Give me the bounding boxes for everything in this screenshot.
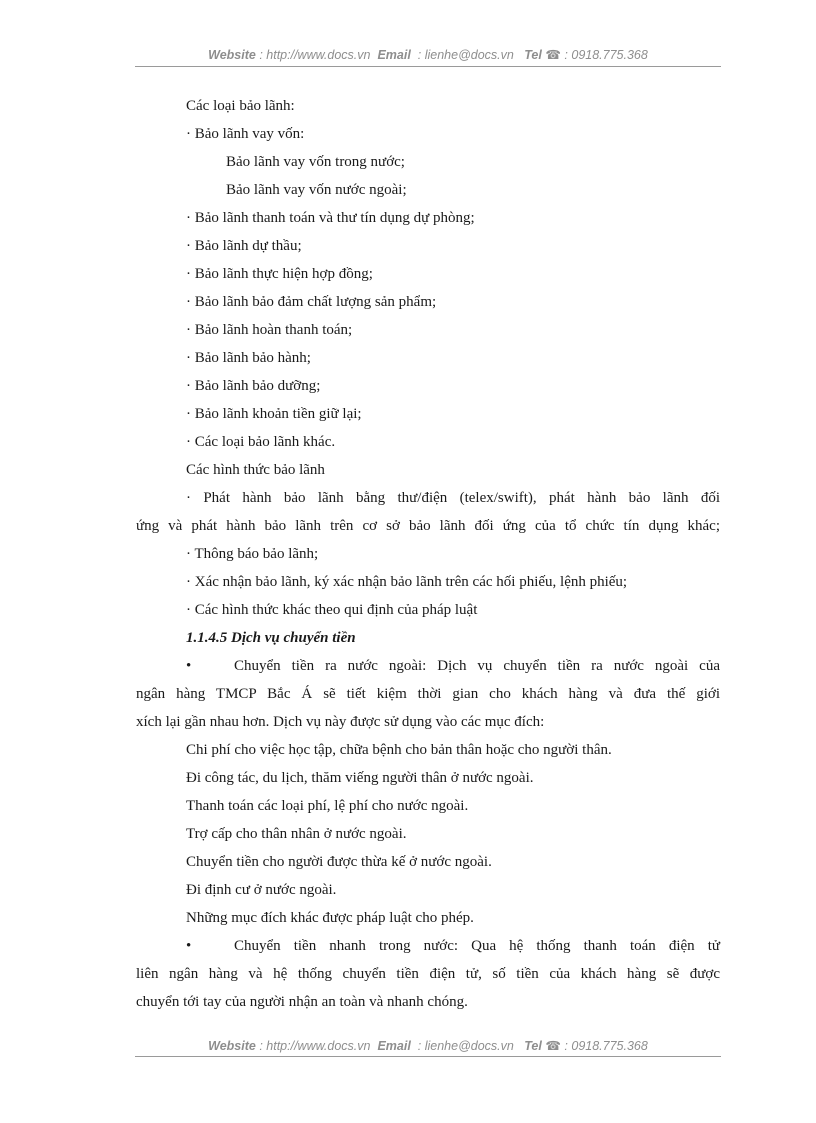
text-line: Các loại bảo lãnh: bbox=[186, 98, 295, 114]
text-line: · Bảo lãnh hoàn thanh toán; bbox=[186, 322, 353, 338]
purpose-item: Đi công tác, du lịch, thăm viếng người thân ở nước ngoài. bbox=[186, 770, 534, 786]
paragraph-line bbox=[136, 932, 720, 960]
section-heading: 1.1.4.5 Dịch vụ chuyển tiền bbox=[186, 630, 356, 646]
footer-rule bbox=[135, 1056, 721, 1057]
header-rule bbox=[135, 66, 721, 67]
text-line: · Các loại bảo lãnh khác. bbox=[186, 434, 336, 450]
page-footer bbox=[135, 1038, 721, 1053]
text-line: · Các hình thức khác theo qui định của pháp luật bbox=[186, 602, 478, 618]
footer-tel-label: Tel bbox=[524, 1039, 542, 1053]
text-line: Bảo lãnh vay vốn trong nước; bbox=[226, 154, 405, 170]
header-website-label: Website bbox=[208, 48, 256, 62]
text-line: · Bảo lãnh vay vốn: bbox=[186, 126, 305, 142]
text-line: · Bảo lãnh khoản tiền giữ lại; bbox=[186, 406, 362, 422]
paragraph-line: ngân hàng TMCP Bắc Á sẽ tiết kiệm thời gian cho khách hàng và đưa thế giới bbox=[136, 686, 720, 702]
text-line: · Bảo lãnh bảo hành; bbox=[186, 350, 311, 366]
purpose-item: Những mục đích khác được pháp luật cho phép. bbox=[186, 910, 474, 926]
footer-email-label: Email bbox=[377, 1039, 411, 1053]
header-website-url: : http://www.docs.vn bbox=[259, 48, 371, 62]
text-line: · Thông báo bảo lãnh; bbox=[186, 546, 319, 562]
bullet-icon: • bbox=[186, 658, 192, 674]
purpose-item: Chuyển tiền cho người được thừa kế ở nước ngoài. bbox=[186, 854, 492, 870]
phone-icon: ☎ bbox=[545, 48, 561, 62]
text-line: ứng và phát hành bảo lãnh trên cơ sở bảo lãnh đối ứng của tổ chức tín dụng khác; bbox=[136, 518, 720, 534]
text-line: · Bảo lãnh bảo dưỡng; bbox=[186, 378, 321, 394]
header-tel-value: : 0918.775.368 bbox=[564, 48, 648, 62]
purpose-item: Trợ cấp cho thân nhân ở nước ngoài. bbox=[186, 826, 407, 842]
bullet-icon: • bbox=[186, 938, 192, 954]
paragraph-line: xích lại gần nhau hơn. Dịch vụ này được sử dụng vào các mục đích: bbox=[136, 714, 545, 730]
footer-tel-value: : 0918.775.368 bbox=[564, 1039, 648, 1053]
paragraph-line bbox=[136, 652, 720, 680]
header-email-value: : lienhe@docs.vn bbox=[417, 48, 514, 62]
header-email-label: Email bbox=[377, 48, 411, 62]
footer-email-value: : lienhe@docs.vn bbox=[417, 1039, 514, 1053]
paragraph-text: Chuyển tiền nhanh trong nước: Qua hệ thống thanh toán điện tử bbox=[234, 938, 720, 954]
text-line: · Bảo lãnh thanh toán và thư tín dụng dự phòng; bbox=[186, 210, 475, 226]
text-line: · Bảo lãnh bảo đảm chất lượng sản phẩm; bbox=[186, 294, 437, 310]
text-line: · Xác nhận bảo lãnh, ký xác nhận bảo lãnh trên các hối phiếu, lệnh phiếu; bbox=[186, 574, 628, 590]
purpose-item: Thanh toán các loại phí, lệ phí cho nước ngoài. bbox=[186, 798, 469, 814]
document-body bbox=[136, 92, 720, 1016]
text-line: · Bảo lãnh dự thầu; bbox=[186, 238, 302, 254]
purpose-item: Chi phí cho việc học tập, chữa bệnh cho bản thân hoặc cho người thân. bbox=[186, 742, 612, 758]
header-tel-label: Tel bbox=[524, 48, 542, 62]
footer-website-label: Website bbox=[208, 1039, 256, 1053]
page-header bbox=[135, 47, 721, 62]
footer-website-url: : http://www.docs.vn bbox=[259, 1039, 371, 1053]
text-line: Các hình thức bảo lãnh bbox=[186, 462, 325, 478]
text-line: · Bảo lãnh thực hiện hợp đồng; bbox=[186, 266, 373, 282]
phone-icon: ☎ bbox=[545, 1039, 561, 1053]
text-line: · Phát hành bảo lãnh bằng thư/điện (telex/swift), phát hành bảo lãnh đối bbox=[186, 490, 720, 506]
purpose-item: Đi định cư ở nước ngoài. bbox=[186, 882, 337, 898]
paragraph-line: chuyển tới tay của người nhận an toàn và nhanh chóng. bbox=[136, 994, 468, 1010]
paragraph-line: liên ngân hàng và hệ thống chuyển tiền điện tử, số tiền của khách hàng sẽ được bbox=[136, 966, 720, 982]
text-line: Bảo lãnh vay vốn nước ngoài; bbox=[226, 182, 407, 198]
paragraph-text: Chuyển tiền ra nước ngoài: Dịch vụ chuyển tiền ra nước ngoài của bbox=[234, 658, 720, 674]
